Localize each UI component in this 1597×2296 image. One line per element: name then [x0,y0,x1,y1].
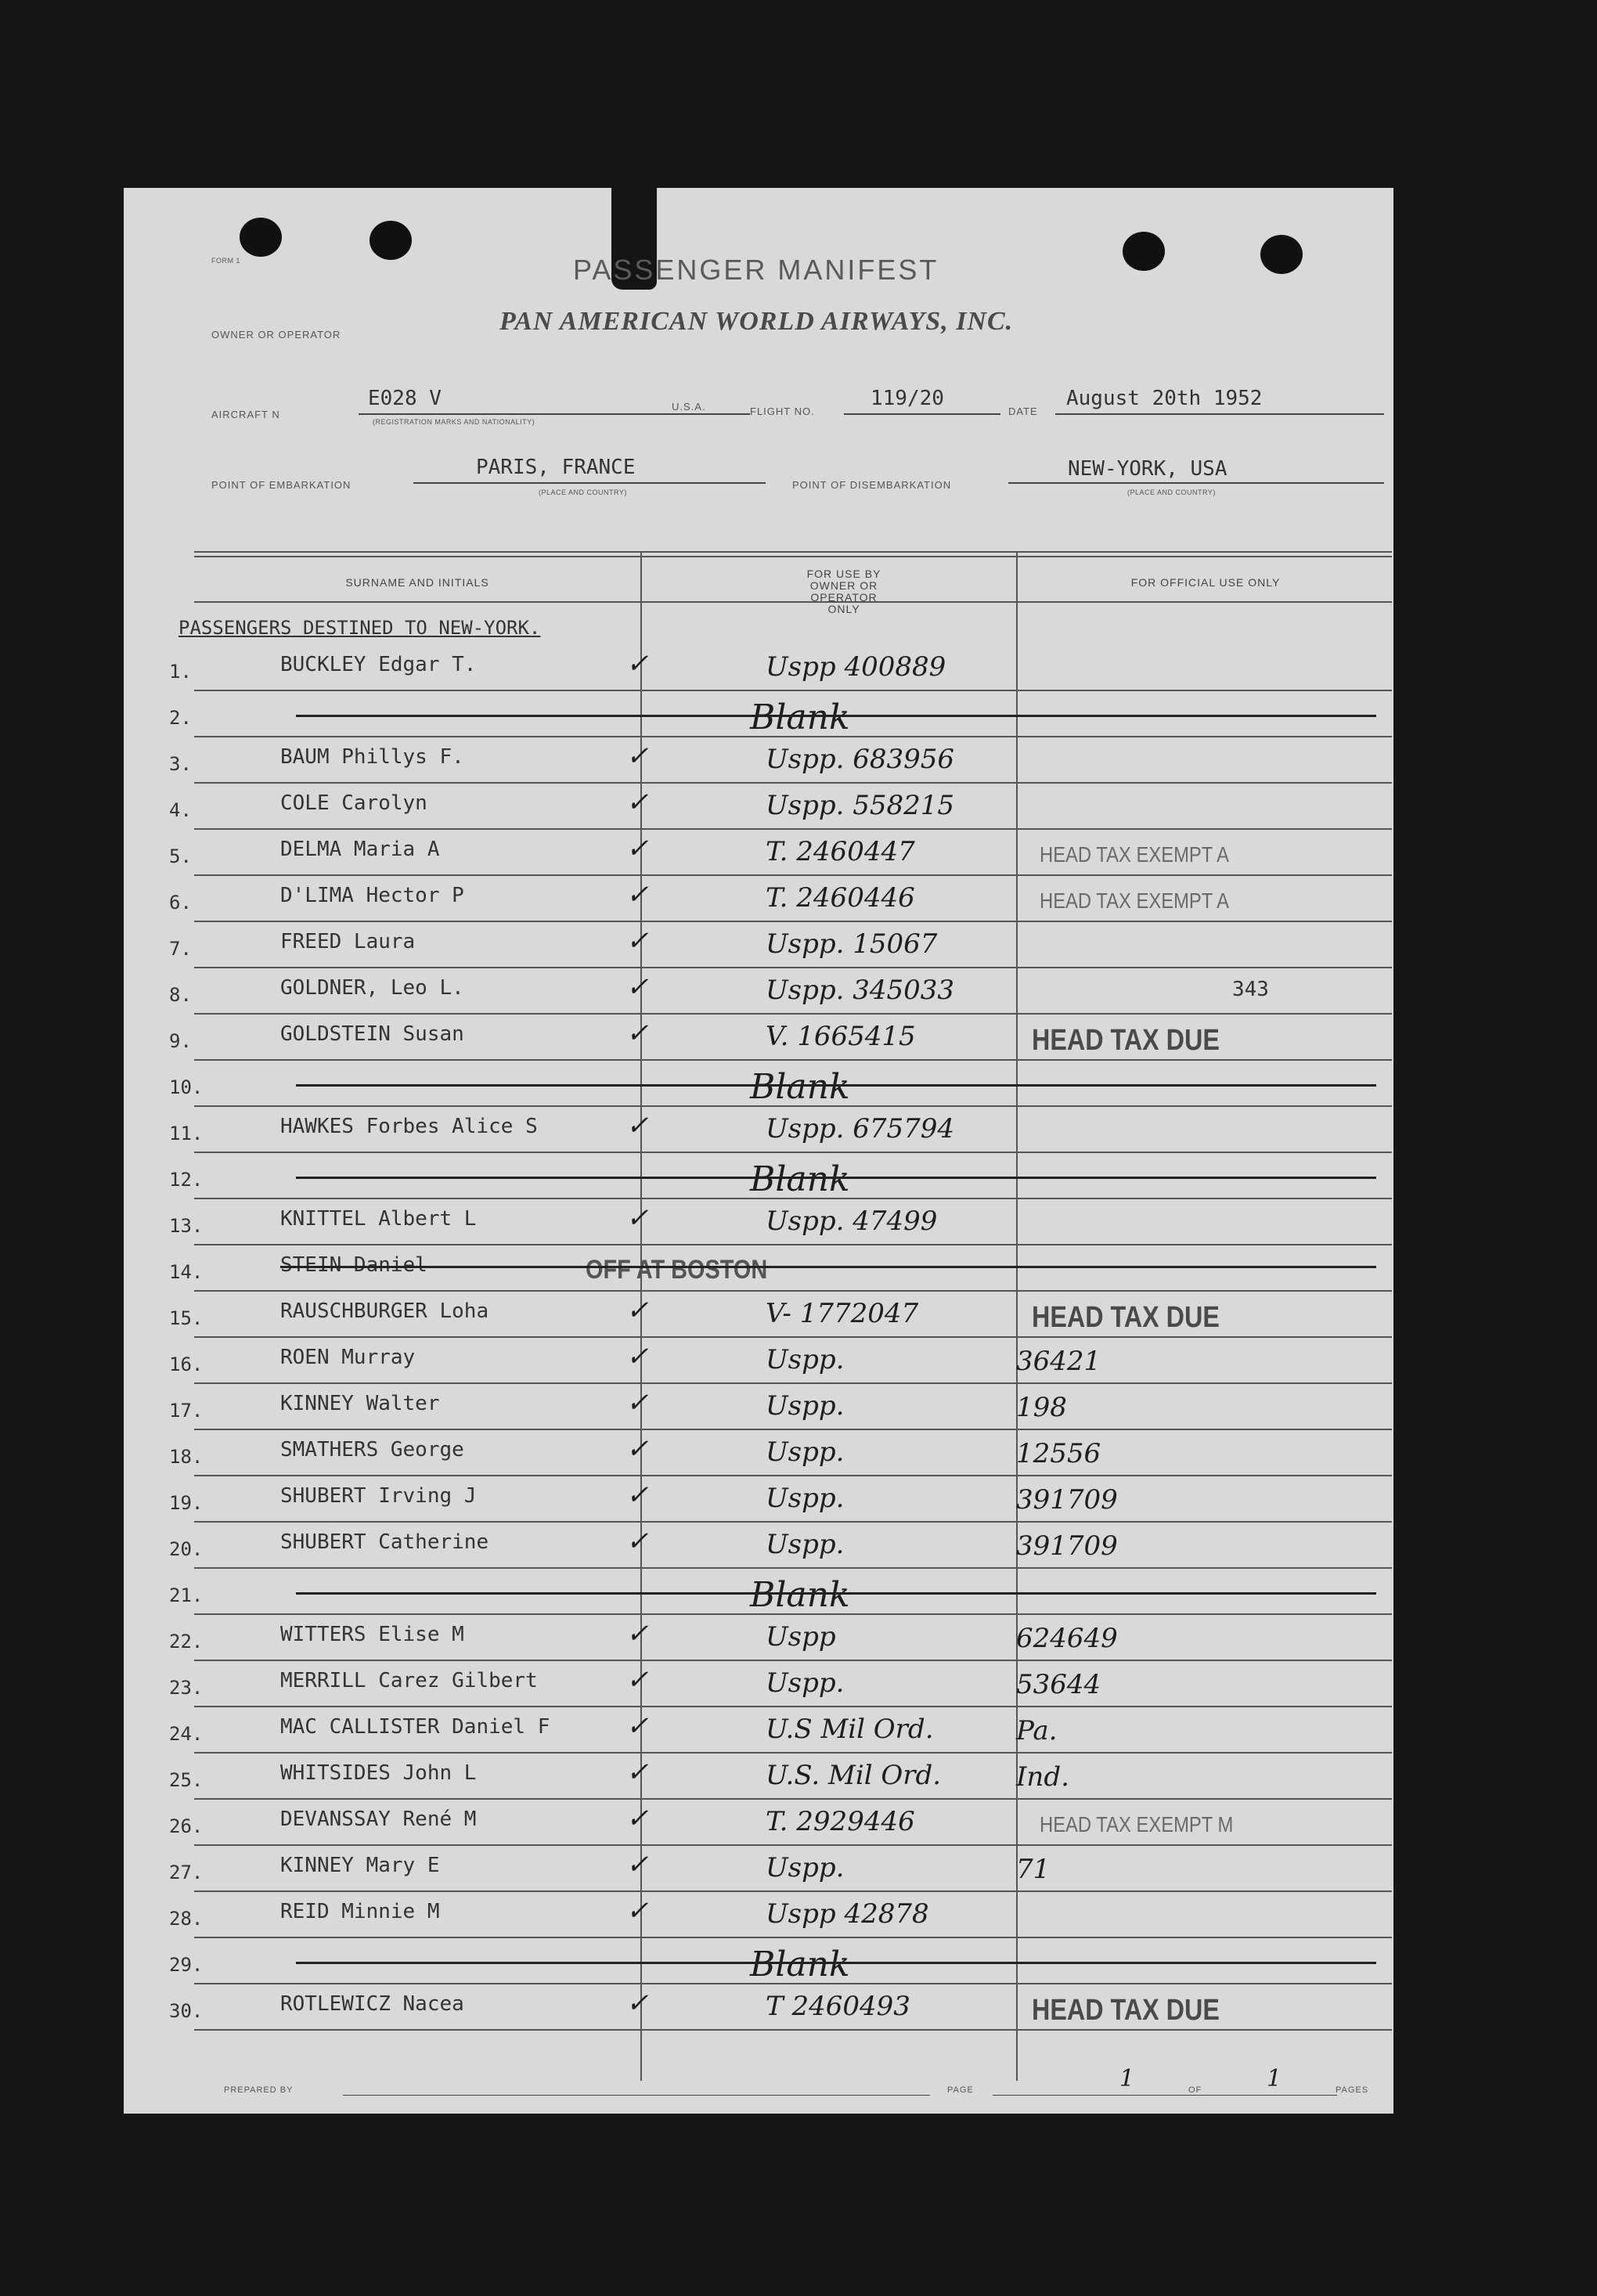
head-tax-stamp: HEAD TAX DUE [1032,1301,1220,1334]
check-mark: ✓ [626,833,649,864]
document-number: Uspp. 15067 [766,928,938,960]
passenger-name: D'LIMA Hector P [280,884,464,907]
head-tax-stamp: HEAD TAX DUE [1032,1024,1220,1057]
document-number: U.S Mil Ord. [766,1714,934,1745]
disembark-value: NEW-YORK, USA [1068,457,1227,481]
passenger-name: COLE Carolyn [280,791,427,815]
off-at-boston-stamp: OFF AT BOSTON [586,1255,768,1285]
punch-hole [370,221,412,260]
row-rule [194,1844,1392,1846]
official-value: 53644 [1016,1669,1101,1700]
row-number: 1. [169,661,192,683]
document-number: Uspp. [766,1667,845,1699]
aircraft-underline [359,413,750,415]
row-number: 7. [169,938,192,960]
document-number: V. 1665415 [766,1021,916,1052]
passenger-name: GOLDSTEIN Susan [280,1022,464,1046]
disembark-underline [1008,482,1384,484]
row-rule [194,921,1392,922]
row-rule [194,1567,1392,1569]
row-rule [194,1013,1392,1015]
date-label: DATE [1008,405,1038,417]
punch-hole [240,218,282,257]
nationality: U.S.A. [672,401,706,413]
check-mark: ✓ [626,741,649,772]
passenger-name: WHITSIDES John L [280,1761,477,1785]
of-label: OF [1188,2085,1202,2095]
check-mark: ✓ [626,787,649,818]
check-mark: ✓ [626,1710,649,1742]
row-number: 10. [169,1076,204,1098]
document-number: Uspp. 558215 [766,790,955,821]
document-number: Uspp. [766,1344,845,1375]
check-mark: ✓ [626,1849,649,1880]
section-title: PASSENGERS DESTINED TO NEW-YORK. [178,617,541,639]
row-number: 28. [169,1908,204,1930]
document-number: Uspp. [766,1529,845,1560]
row-rule [194,1706,1392,1707]
embark-value: PARIS, FRANCE [476,456,636,479]
row-rule [194,1059,1392,1061]
blank-mark: Blank [750,1945,850,1984]
row-number: 19. [169,1492,204,1514]
table-top-rule [194,551,1392,553]
row-number: 20. [169,1538,204,1560]
passenger-name: MERRILL Carez Gilbert [280,1669,538,1692]
row-number: 26. [169,1815,204,1837]
page-total: 1 [1267,2065,1282,2092]
document-number: T. 2460447 [766,836,915,867]
row-number: 24. [169,1723,204,1745]
check-mark: ✓ [626,1018,649,1049]
page-underline [993,2095,1337,2096]
row-rule [194,1937,1392,1938]
check-mark: ✓ [626,1480,649,1511]
embark-label: POINT OF EMBARKATION [211,479,351,491]
passenger-name: REID Minnie M [280,1900,440,1923]
document-number: Uspp. 675794 [766,1113,955,1144]
row-number: 8. [169,984,192,1006]
row-number: 29. [169,1954,204,1976]
row-number: 16. [169,1353,204,1375]
official-value: Ind. [1016,1761,1069,1793]
disembark-label: POINT OF DISEMBARKATION [792,479,952,491]
pages-label: PAGES [1336,2085,1369,2095]
column-header-official: FOR OFFICIAL USE ONLY [1130,576,1281,589]
row-rule [194,1475,1392,1476]
passenger-name: KINNEY Walter [280,1392,440,1415]
row-number: 14. [169,1261,204,1283]
row-rule [194,1521,1392,1523]
table-top-rule-2 [194,556,1392,557]
row-rule [194,1336,1392,1338]
row-rule [194,1660,1392,1661]
check-mark: ✓ [626,879,649,910]
blank-strike-line [296,1177,1376,1179]
passenger-name: FREED Laura [280,930,416,953]
official-value: 12556 [1016,1438,1101,1469]
row-number: 25. [169,1769,204,1791]
check-mark: ✓ [626,1664,649,1696]
passenger-name: HAWKES Forbes Alice S [280,1115,538,1138]
date-underline [1055,413,1384,415]
check-mark: ✓ [626,1757,649,1788]
document-number: Uspp. [766,1483,845,1514]
row-number: 3. [169,753,192,775]
row-rule [194,967,1392,968]
passenger-name: STEIN Daniel [280,1253,427,1277]
flight-label: FLIGHT NO. [750,405,815,417]
row-number: 13. [169,1215,204,1237]
row-number: 12. [169,1169,204,1191]
owner-label: OWNER OR OPERATOR [211,329,341,341]
official-number: 343 [1232,978,1269,1001]
document-number: Uspp. [766,1390,845,1422]
passenger-name: KNITTEL Albert L [280,1207,477,1231]
head-tax-exempt-stamp: HEAD TAX EXEMPT A [1040,842,1230,867]
row-number: 23. [169,1677,204,1699]
column-header-name: SURNAME AND INITIALS [345,576,489,589]
check-mark: ✓ [626,1895,649,1927]
punch-hole [1260,235,1303,274]
official-value: 624649 [1016,1623,1118,1654]
passenger-name: MAC CALLISTER Daniel F [280,1715,550,1739]
blank-mark: Blank [750,1067,850,1107]
official-value: 36421 [1016,1346,1101,1377]
row-number: 6. [169,892,192,914]
document-number: Uspp. 683956 [766,744,955,775]
prepared-by-label: PREPARED BY [224,2085,294,2095]
row-rule [194,1152,1392,1153]
page-title: PASSENGER MANIFEST [573,254,939,286]
document-number: Uspp. 47499 [766,1206,938,1237]
check-mark: ✓ [626,1433,649,1465]
passenger-name: WITTERS Elise M [280,1623,464,1646]
blank-mark: Blank [750,1575,850,1615]
flight-underline [844,413,1000,415]
document-number: U.S. Mil Ord. [766,1760,942,1791]
check-mark: ✓ [626,1803,649,1834]
row-rule [194,1244,1392,1245]
row-number: 18. [169,1446,204,1468]
table-header-rule [194,601,1392,603]
page-number: 1 [1119,2065,1135,2092]
row-number: 5. [169,845,192,867]
registration-note: (REGISTRATION MARKS AND NATIONALITY) [373,418,535,426]
date-value: August 20th 1952 [1066,387,1263,410]
row-number: 2. [169,707,192,729]
passenger-name: DEVANSSAY René M [280,1808,477,1831]
aircraft-label: AIRCRAFT N [211,409,280,420]
head-tax-exempt-stamp: HEAD TAX EXEMPT A [1040,888,1230,913]
passenger-name: ROTLEWICZ Nacea [280,1992,464,2016]
row-rule [194,874,1392,876]
disembark-place-note: (PLACE AND COUNTRY) [1127,488,1216,496]
page-label: PAGE [947,2085,974,2095]
passenger-name: KINNEY Mary E [280,1854,440,1877]
operator-name: PAN AMERICAN WORLD AIRWAYS, INC. [499,307,1014,336]
embark-place-note: (PLACE AND COUNTRY) [539,488,627,496]
check-mark: ✓ [626,648,649,679]
document-number: Uspp. [766,1852,845,1883]
check-mark: ✓ [626,1295,649,1326]
passenger-name: BUCKLEY Edgar T. [280,653,477,676]
manifest-sheet [124,188,1393,2114]
check-mark: ✓ [626,1110,649,1141]
row-rule [194,2029,1392,2031]
row-number: 30. [169,2000,204,2022]
document-number: T 2460493 [766,1991,910,2022]
check-mark: ✓ [626,1202,649,1234]
punch-hole [1123,232,1165,271]
document-number: Uspp [766,1621,836,1653]
cancelled-strike-line [280,1266,1376,1268]
passenger-name: ROEN Murray [280,1346,416,1369]
row-number: 27. [169,1862,204,1883]
row-rule [194,690,1392,691]
document-number: Uspp 42878 [766,1898,929,1930]
passenger-name: DELMA Maria A [280,838,440,861]
passenger-name: BAUM Phillys F. [280,745,464,769]
check-mark: ✓ [626,1526,649,1557]
row-rule [194,782,1392,784]
row-number: 22. [169,1631,204,1653]
row-rule [194,1752,1392,1754]
blank-mark: Blank [750,697,850,737]
document-number: Uspp. 345033 [766,975,955,1006]
row-number: 11. [169,1123,204,1144]
check-mark: ✓ [626,1341,649,1372]
row-rule [194,1382,1392,1384]
blank-strike-line [296,1084,1376,1087]
passenger-name: RAUSCHBURGER Loha [280,1299,489,1323]
passenger-name: GOLDNER, Leo L. [280,976,464,1000]
check-mark: ✓ [626,925,649,957]
blank-strike-line [296,715,1376,717]
official-value: 198 [1016,1392,1067,1423]
check-mark: ✓ [626,1387,649,1418]
row-rule [194,1429,1392,1430]
row-rule [194,1891,1392,1892]
document-number: T. 2460446 [766,882,915,914]
row-rule [194,1290,1392,1292]
document-number: T. 2929446 [766,1806,915,1837]
check-mark: ✓ [626,1618,649,1649]
row-rule [194,828,1392,830]
prepared-underline [343,2095,930,2096]
document-number: Uspp 400889 [766,651,946,683]
row-number: 17. [169,1400,204,1422]
document-number: Uspp. [766,1436,845,1468]
blank-mark: Blank [750,1159,850,1199]
official-value: 71 [1016,1854,1051,1885]
row-number: 9. [169,1030,192,1052]
passenger-name: SMATHERS George [280,1438,464,1462]
head-tax-stamp: HEAD TAX DUE [1032,1994,1220,2027]
check-mark: ✓ [626,971,649,1003]
check-mark: ✓ [626,1988,649,2019]
blank-strike-line [296,1962,1376,1964]
official-value: 391709 [1016,1530,1118,1562]
blank-strike-line [296,1592,1376,1595]
official-value: Pa. [1016,1715,1058,1746]
aircraft-value: E028 V [368,387,442,410]
row-number: 21. [169,1584,204,1606]
row-number: 4. [169,799,192,821]
passenger-name: SHUBERT Catherine [280,1530,489,1554]
column-header-owner: FOR USE BY OWNER OR OPERATOR ONLY [806,568,881,615]
passenger-name: SHUBERT Irving J [280,1484,477,1508]
head-tax-exempt-stamp: HEAD TAX EXEMPT M [1040,1812,1234,1836]
document-number: V- 1772047 [766,1298,919,1329]
flight-value: 119/20 [871,387,944,410]
form-number: FORM 1 [211,257,241,265]
row-number: 15. [169,1307,204,1329]
official-value: 391709 [1016,1484,1118,1516]
embark-underline [413,482,766,484]
row-rule [194,1798,1392,1800]
